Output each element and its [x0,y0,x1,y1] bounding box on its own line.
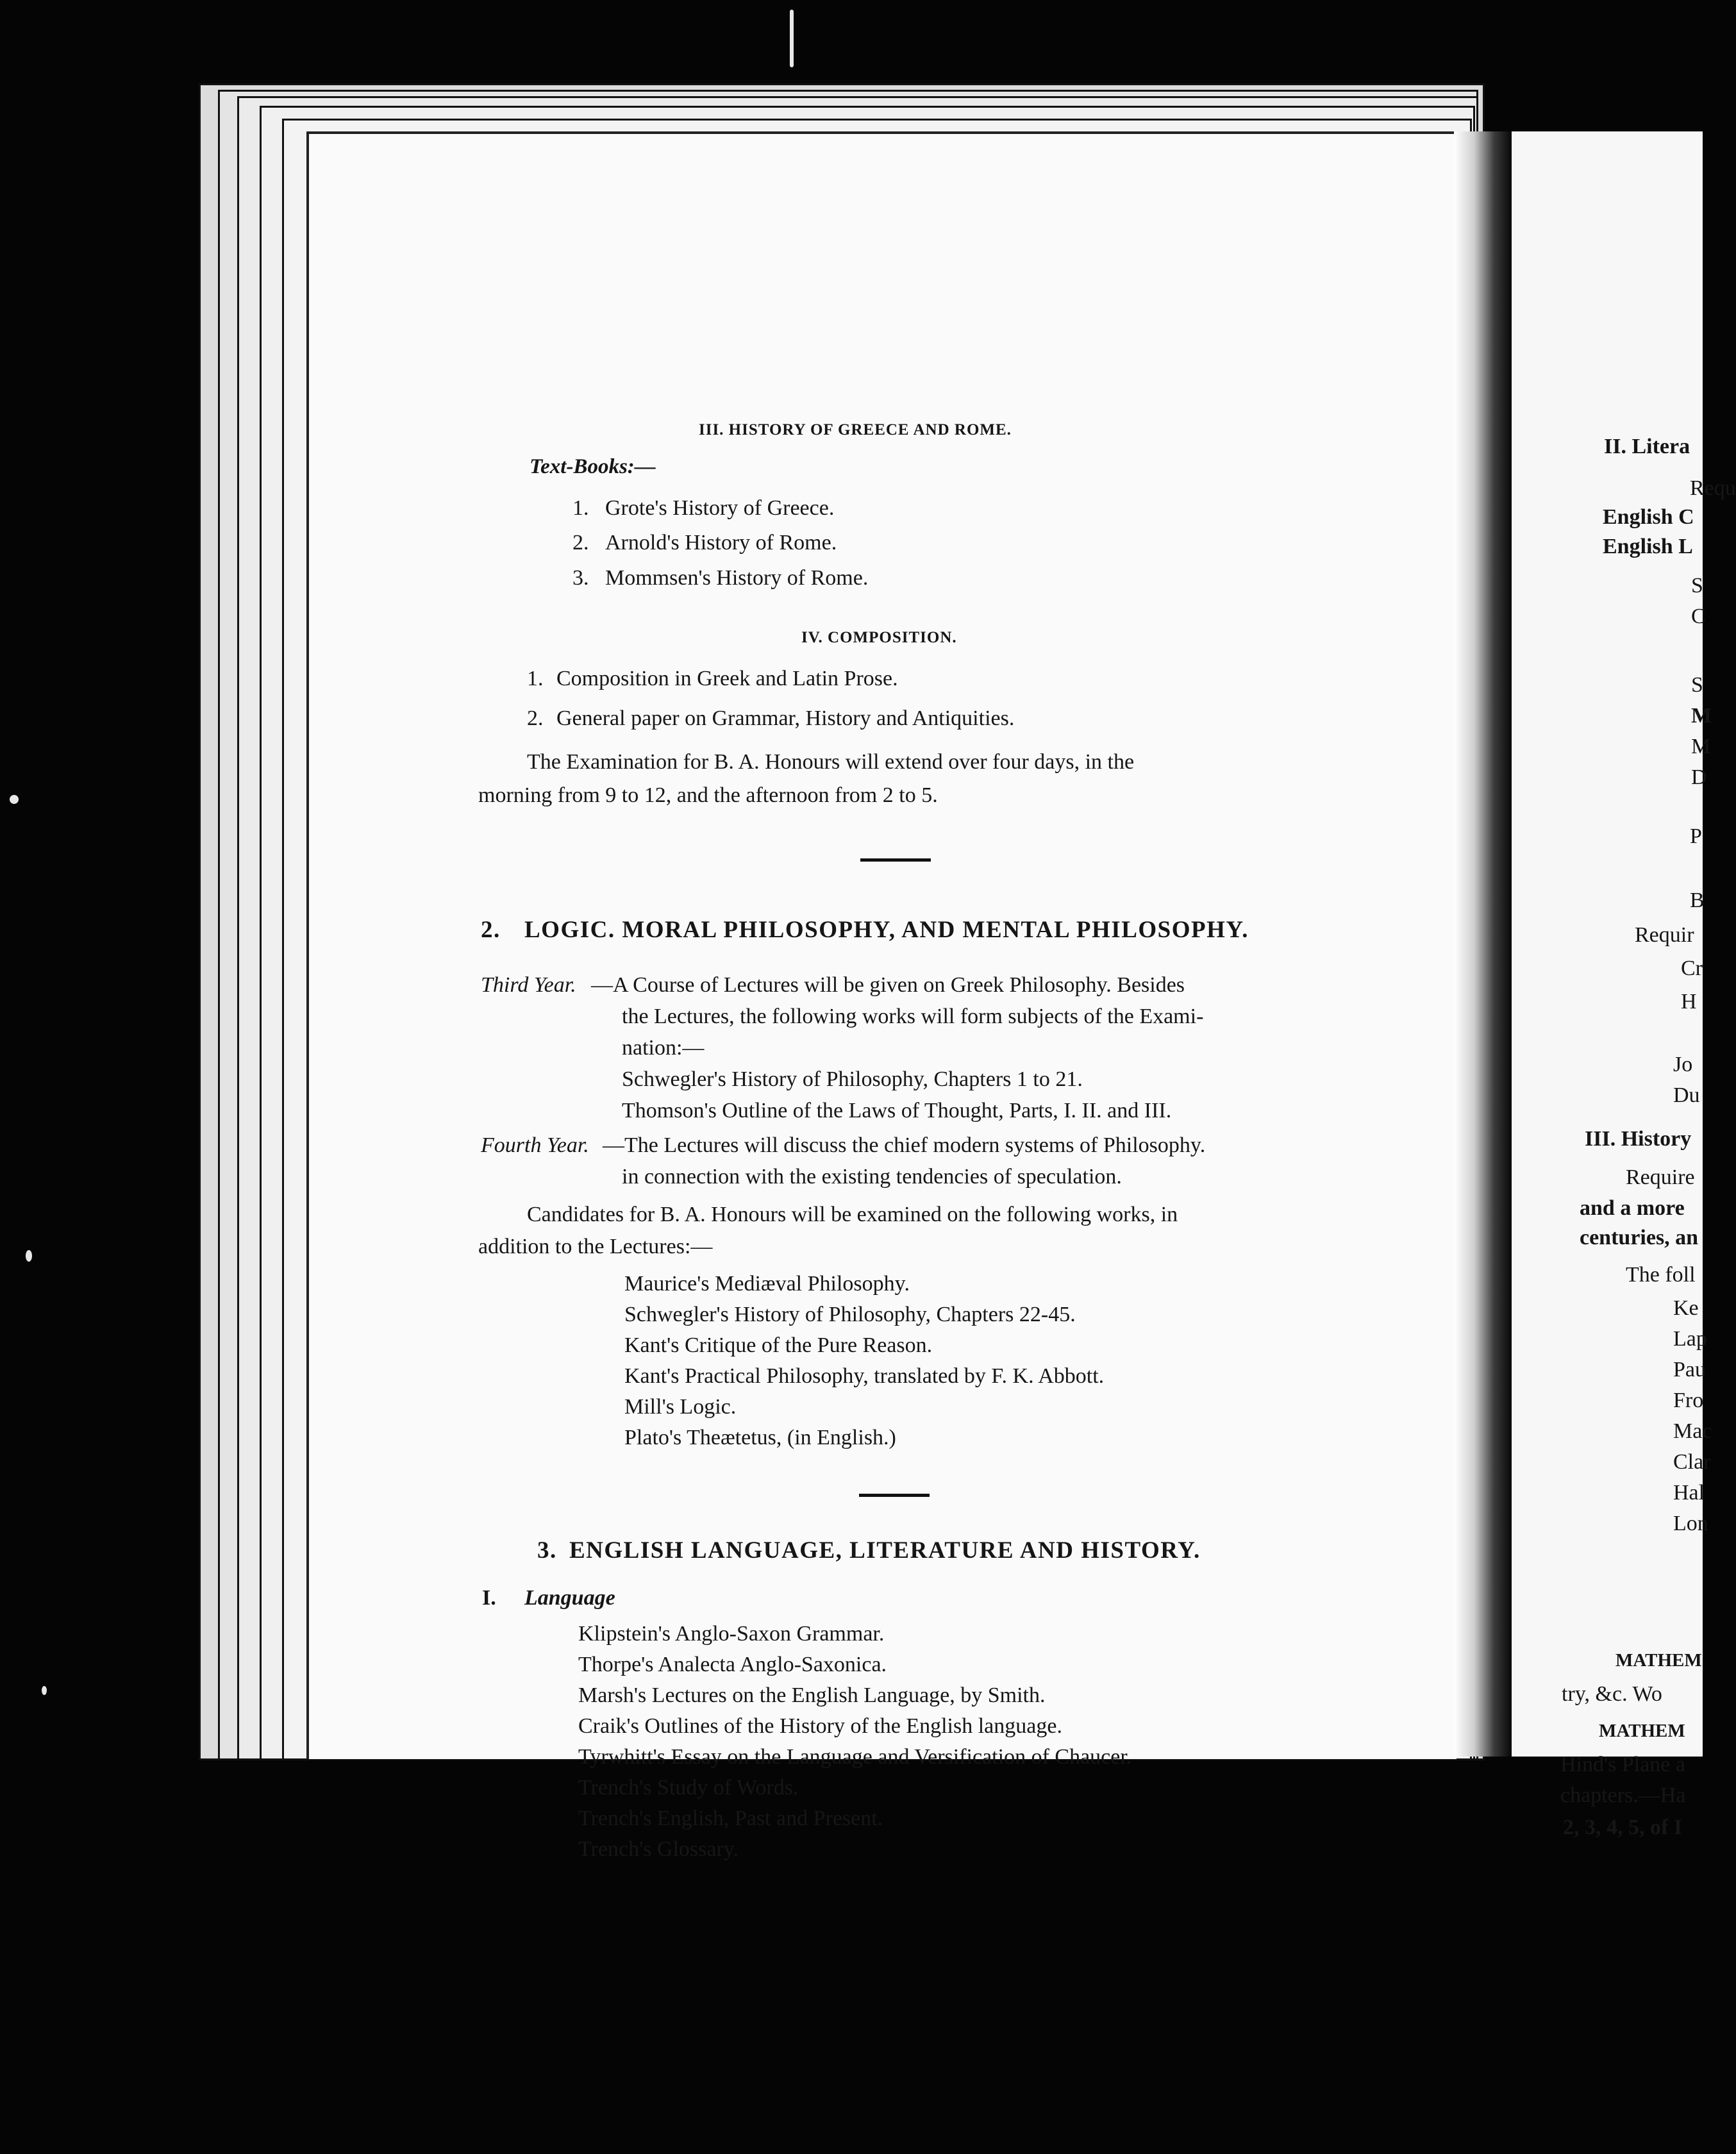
right-page-line: English C [1603,505,1694,529]
right-page-line: try, &c. Wo [1562,1682,1662,1706]
right-page-line: Jo [1673,1053,1693,1076]
right-page-line: P [1690,824,1702,848]
subsection-label: Language [524,1586,615,1610]
paragraph-line: in connection with the existing tendencies of speculation. [622,1165,1122,1189]
subsection-number: I. [482,1586,496,1610]
right-page-line: Requir [1635,923,1694,947]
fourth-year-label: Fourth Year. [481,1133,589,1157]
section-title: ENGLISH LANGUAGE, LITERATURE AND HISTORY. [569,1537,1201,1564]
list-item: Schwegler's History of Philosophy, Chapters 1 to 21. [622,1067,1083,1091]
right-page-line: Du [1673,1083,1700,1107]
paragraph-line: The Examination for B. A. Honours will extend over four days, in the [527,750,1135,774]
right-page-line: Hind's Plane a [1560,1753,1685,1776]
scan-speck [790,10,794,67]
list-item: Trench's English, Past and Present. [578,1807,883,1830]
right-page-line: Ke [1673,1296,1699,1320]
paragraph-line: —A Course of Lectures will be given on Greek Philosophy. Besides [591,973,1185,997]
list-item: Maurice's Mediæval Philosophy. [624,1272,910,1296]
list-item: Trench's Study of Words. [578,1776,799,1799]
right-page-line: Hal [1673,1481,1705,1505]
right-page-line: Clar [1673,1450,1711,1474]
list-item: Plato's Theætetus, (in English.) [624,1426,896,1449]
right-page-line: D [1691,765,1707,789]
list-item: General paper on Grammar, History and Antiquities. [556,706,1015,730]
list-item-number: 1. [527,667,544,690]
scan-speck [10,795,19,804]
list-item: Kant's Practical Philosophy, translated by F. K. Abbott. [624,1364,1105,1388]
section-title: LOGIC. MORAL PHILOSOPHY, AND MENTAL PHILOSOPHY. [524,917,1249,943]
right-page-line: M [1691,704,1712,728]
right-page-line: Pau [1673,1358,1706,1382]
section-number: 3. [537,1537,557,1564]
list-item: Mommsen's History of Rome. [605,566,869,590]
paragraph-line: Candidates for B. A. Honours will be examined on the following works, in [527,1203,1178,1226]
list-item-number: 2. [527,706,544,730]
scan-speck [42,1686,47,1695]
paragraph-line: addition to the Lectures:— [478,1235,713,1258]
list-item: Tyrwhitt's Essay on the Language and Versification of Chaucer. [578,1745,1132,1769]
right-page-line: MATHEM [1615,1650,1702,1671]
right-page-line: MATHEM [1599,1721,1685,1741]
list-item-number: 3. [572,566,589,590]
section-iii-title: III. HISTORY OF GREECE AND ROME. [699,421,1012,438]
section-number: 2. [481,917,501,943]
paragraph-line: nation:— [622,1036,705,1060]
list-item-number: 1. [572,496,589,520]
right-page-line: 2, 3, 4, 5, of I [1563,1816,1683,1839]
list-item: Trench's Glossary. [578,1837,739,1861]
right-page-line: II. Litera [1604,435,1690,458]
right-page-line: centuries, an [1580,1226,1699,1249]
list-item: Composition in Greek and Latin Prose. [556,667,898,690]
right-page-line: S [1691,574,1703,597]
list-item: Marsh's Lectures on the English Language, by Smith. [578,1683,1046,1707]
right-page-line: Lon [1673,1512,1708,1535]
right-page-line: Mac [1673,1419,1712,1443]
list-item: Craik's Outlines of the History of the English language. [578,1714,1062,1738]
paragraph-line: morning from 9 to 12, and the afternoon from 2 to 5. [478,783,938,807]
right-page-line: chapters.—Ha [1560,1783,1686,1807]
right-page-line: Requ [1690,476,1736,500]
right-page-line: Fro [1673,1389,1704,1412]
list-item: Kant's Critique of the Pure Reason. [624,1333,933,1357]
list-item: Schwegler's History of Philosophy, Chapters 22-45. [624,1303,1076,1326]
right-page-line: M [1691,735,1711,758]
right-page-line: The foll [1626,1263,1696,1287]
section-iv-title: IV. COMPOSITION. [801,629,957,646]
list-item: Mill's Logic. [624,1395,737,1419]
right-page-line: C [1691,605,1706,628]
section-divider [860,858,931,862]
right-page-line: B [1690,889,1705,912]
right-page-line: Cr [1681,956,1703,980]
paragraph-line: —The Lectures will discuss the chief modern systems of Philosophy. [603,1133,1206,1157]
right-page-line: H [1681,990,1697,1014]
right-page-line: and a more [1580,1196,1685,1220]
paragraph-line: the Lectures, the following works will form subjects of the Exami- [622,1005,1204,1028]
list-item-number: 2. [572,531,589,555]
list-item: Grote's History of Greece. [605,496,835,520]
left-page [306,131,1456,1759]
right-page-line: III. History [1585,1127,1692,1151]
right-page-line: English L [1603,535,1693,558]
list-item: Arnold's History of Rome. [605,531,837,555]
list-item: Thorpe's Analecta Anglo-Saxonica. [578,1653,887,1676]
list-item: Klipstein's Anglo-Saxon Grammar. [578,1622,885,1646]
third-year-label: Third Year. [481,973,576,997]
right-page-line: Require [1626,1165,1695,1189]
section-divider [859,1494,930,1497]
right-page-line: S [1691,673,1703,697]
text-books-label: Text-Books:— [530,455,656,478]
list-item: Thomson's Outline of the Laws of Thought, Parts, I. II. and III. [622,1099,1172,1123]
book-gutter [1454,131,1512,1757]
right-page-line: Lap [1673,1327,1707,1351]
scan-speck [26,1250,32,1262]
